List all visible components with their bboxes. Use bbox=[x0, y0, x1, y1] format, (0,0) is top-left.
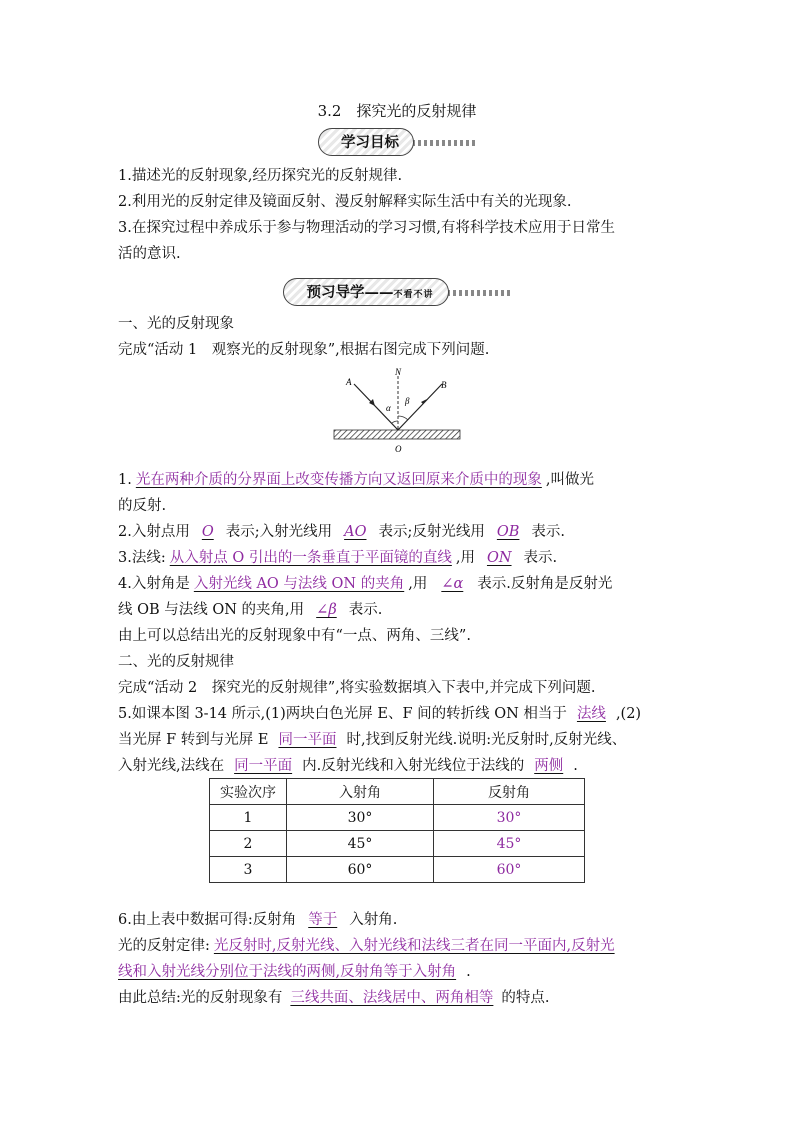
table-header: 入射角 bbox=[287, 779, 434, 805]
goal-2: 2.利用光的反射定律及镜面反射、漫反射解释实际生活中有关的光现象. bbox=[118, 194, 572, 210]
answer-3b: ON bbox=[486, 550, 512, 566]
answer-6: 等于 bbox=[308, 912, 338, 928]
preview-subtitle: 不看不讲 bbox=[393, 290, 434, 300]
label-o: O bbox=[395, 444, 402, 454]
answer-5b: 同一平面 bbox=[278, 732, 337, 748]
table-cell: 45° bbox=[287, 831, 434, 857]
table-cell-answer: 45° bbox=[434, 831, 585, 857]
section1-intro: 完成“活动 1 观察光的反射现象”,根据右图完成下列问题. bbox=[118, 342, 490, 358]
question-1: 1. 光在两种介质的分界面上改变传播方向又返回原来介质中的现象 ,叫做光 bbox=[118, 472, 594, 488]
table-row bbox=[210, 831, 585, 857]
answer-4c: ∠β bbox=[316, 602, 337, 618]
question-5-line3: 入射光线,法线在 同一平面 内.反射光线和入射光线位于法线的 两侧 . bbox=[118, 758, 578, 774]
table-cell: 60° bbox=[287, 857, 434, 883]
beta-arc bbox=[398, 416, 408, 420]
question-2: 2.入射点用 O 表示;入射光线用 AO 表示;反射光线用 OB 表示. bbox=[118, 524, 566, 540]
answer-2a: O bbox=[201, 524, 214, 540]
label-b: B bbox=[441, 380, 447, 390]
summary-1: 由上可以总结出光的反射现象中有“一点、两角、三线”. bbox=[118, 628, 471, 644]
table-header: 反射角 bbox=[434, 779, 585, 805]
alpha-arc bbox=[392, 421, 398, 423]
reflected-ray bbox=[398, 384, 442, 430]
label-a: A bbox=[346, 377, 352, 387]
law-line-2: 线和入射光线分别位于法线的两侧,反射角等于入射角 . bbox=[118, 964, 471, 980]
section2-intro: 完成“活动 2 探究光的反射规律”,将实验数据填入下表中,并完成下列问题. bbox=[118, 680, 596, 696]
question-4-cont: 线 OB 与法线 ON 的夹角,用 ∠β 表示. bbox=[118, 602, 383, 618]
page-title: 3.2 探究光的反射规律 bbox=[317, 102, 477, 120]
table-row bbox=[210, 857, 585, 883]
table-cell-answer: 30° bbox=[434, 805, 585, 831]
table-cell-answer: 60° bbox=[434, 857, 585, 883]
answer-2b: AO bbox=[344, 524, 367, 540]
question-1-cont: 的反射. bbox=[118, 498, 167, 514]
section2-heading: 二、光的反射规律 bbox=[118, 654, 234, 670]
label-alpha: α bbox=[386, 403, 391, 413]
table-header-row bbox=[210, 779, 585, 805]
banner-decoration bbox=[412, 140, 476, 146]
law-line-1: 光的反射定律: 光反射时,反射光线、入射光线和法线三者在同一平面内,反射光 bbox=[118, 934, 678, 958]
answer-3a: 从入射点 O 引出的一条垂直于平面镜的直线 bbox=[169, 550, 452, 566]
reflection-diagram bbox=[320, 366, 470, 456]
answer-5d: 两侧 bbox=[534, 758, 564, 774]
answer-5c: 同一平面 bbox=[234, 758, 293, 774]
question-5: 5.如课本图 3-14 所示,(1)两块白色光屏 E、F 间的转折线 ON 相当于 法线 ,(2) bbox=[118, 706, 642, 722]
goals-badge: 学习目标 bbox=[318, 128, 414, 156]
table-cell: 2 bbox=[210, 831, 287, 857]
label-beta: β bbox=[405, 396, 410, 406]
answer-4b: ∠α bbox=[441, 576, 464, 592]
answer-law-2: 线和入射光线分别位于法线的两侧,反射角等于入射角 bbox=[118, 964, 457, 980]
banner-decoration bbox=[447, 290, 511, 296]
goals-banner bbox=[0, 128, 794, 156]
goal-3: 3.在探究过程中养成乐于参与物理活动的学习习惯,有将科学技术应用于日常生 bbox=[118, 220, 615, 236]
conclusion: 由此总结:光的反射现象有 三线共面、法线居中、两角相等 的特点. bbox=[118, 990, 550, 1006]
question-3: 3.法线: 从入射点 O 引出的一条垂直于平面镜的直线 ,用 ON 表示. bbox=[118, 550, 558, 566]
label-n: N bbox=[395, 367, 402, 377]
table-row bbox=[210, 805, 585, 831]
answer-1: 光在两种介质的分界面上改变传播方向又返回原来介质中的现象 bbox=[135, 472, 542, 488]
table-cell: 3 bbox=[210, 857, 287, 883]
mirror-surface bbox=[334, 430, 460, 439]
answer-2c: OB bbox=[496, 524, 520, 540]
table-header: 实验次序 bbox=[210, 779, 287, 805]
answer-law-1: 光反射时,反射光线、入射光线和法线三者在同一平面内,反射光 bbox=[213, 938, 615, 954]
experiment-table bbox=[209, 778, 585, 883]
question-4: 4.入射角是 入射光线 AO 与法线 ON 的夹角 ,用 ∠α 表示.反射角是反射光 bbox=[118, 576, 613, 592]
question-6: 6.由上表中数据可得:反射角 等于 入射角. bbox=[118, 912, 398, 928]
goal-3-cont: 活的意识. bbox=[118, 246, 181, 262]
answer-conclusion: 三线共面、法线居中、两角相等 bbox=[290, 990, 494, 1006]
table-cell: 1 bbox=[210, 805, 287, 831]
answer-4a: 入射光线 AO 与法线 ON 的夹角 bbox=[193, 576, 405, 592]
question-5-line2: 当光屏 F 转到与光屏 E 同一平面 时,找到反射光线.说明:光反射时,反射光线、 bbox=[118, 732, 627, 748]
preview-badge: 预习导学——不看不讲 bbox=[283, 278, 448, 306]
table-cell: 30° bbox=[287, 805, 434, 831]
answer-5a: 法线 bbox=[576, 706, 606, 722]
preview-banner bbox=[0, 278, 794, 306]
goal-1: 1.描述光的反射现象,经历探究光的反射规律. bbox=[118, 168, 403, 184]
incident-ray bbox=[354, 384, 398, 430]
section1-heading: 一、光的反射现象 bbox=[118, 316, 234, 332]
